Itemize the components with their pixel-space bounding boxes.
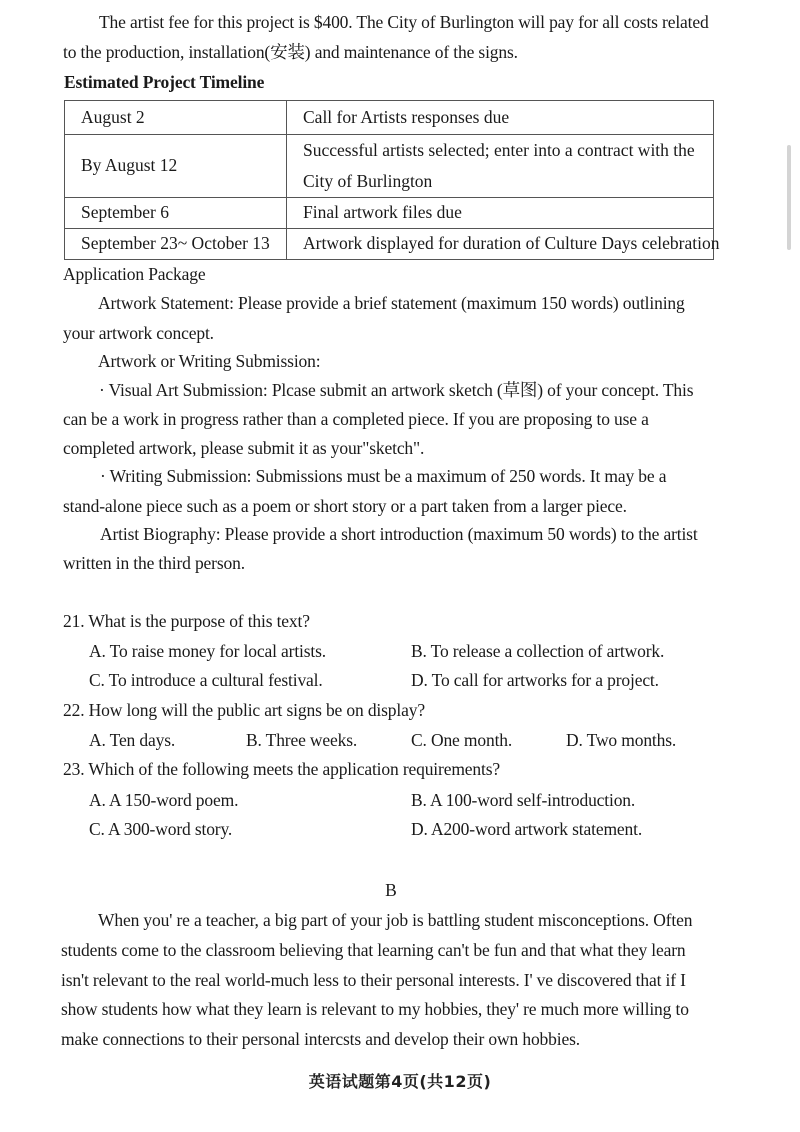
timeline-event xyxy=(287,229,720,260)
timeline-event-line-2: City of Burlington xyxy=(303,171,433,191)
section-label-b: B xyxy=(385,880,397,900)
question-23-option-a: A. A 150-word poem. xyxy=(89,790,239,810)
submission-heading: Artwork or Writing Submission: xyxy=(98,351,321,371)
question-22-option-d: D. Two months. xyxy=(566,730,677,750)
intro-line-1: The artist fee for this project is $400. The City of Burlington will pay for all costs related xyxy=(99,12,709,32)
passage-b-line-5: make connections to their personal intercsts and develop their own hobbies. xyxy=(61,1029,580,1049)
question-23-option-d: D. A200-word artwork statement. xyxy=(411,819,643,839)
question-23-option-c: C. A 300-word story. xyxy=(89,819,233,839)
timeline-date: By August 12 xyxy=(65,135,287,198)
question-21-option-d: D. To call for artworks for a project. xyxy=(411,670,659,690)
table-row xyxy=(65,198,714,229)
timeline-date: September 23~ October 13 xyxy=(65,229,287,260)
question-22-option-b: B. Three weeks. xyxy=(246,730,358,750)
timeline-heading: Estimated Project Timeline xyxy=(64,72,265,92)
timeline-date: August 2 xyxy=(65,101,287,135)
bio-line-1: Artist Biography: Please provide a short introduction (maximum 50 words) to the artist xyxy=(100,524,698,544)
passage-b-line-2: students come to the classroom believing that learning can't be fun and that what they learn xyxy=(61,940,686,960)
timeline-table xyxy=(64,100,720,260)
passage-b-line-4: show students how what they learn is relevant to my hobbies, they' re much more willing to xyxy=(61,999,689,1019)
timeline-event: Final artwork files due xyxy=(287,198,714,229)
question-22-option-a: A. Ten days. xyxy=(89,730,176,750)
timeline-event: Call for Artists responses due xyxy=(287,101,714,135)
question-21-stem: 21. What is the purpose of this text? xyxy=(63,611,310,631)
application-heading: Application Package xyxy=(63,264,206,284)
question-22-stem: 22. How long will the public art signs be on display? xyxy=(63,700,425,720)
question-22-option-c: C. One month. xyxy=(411,730,513,750)
visual-line-2: can be a work in progress rather than a completed piece. If you are proposing to use a xyxy=(63,409,649,429)
question-23-stem: 23. Which of the following meets the application requirements? xyxy=(63,759,500,779)
question-21-option-c: C. To introduce a cultural festival. xyxy=(89,670,323,690)
passage-b-line-3: isn't relevant to the real world-much less to their personal interests. I' ve discovered that if I xyxy=(61,970,686,990)
page-footer: 英语试题第4页(共12页) xyxy=(308,1072,492,1091)
visual-line-3: completed artwork, please submit it as your"sketch". xyxy=(63,438,425,458)
statement-line-1: Artwork Statement: Please provide a brief statement (maximum 150 words) outlining xyxy=(98,293,685,313)
timeline-event-text: Artwork displayed for duration of Culture Days celebration xyxy=(303,233,720,254)
question-23-option-b: B. A 100-word self-introduction. xyxy=(411,790,636,810)
timeline-event-line-1: Successful artists selected; enter into a contract with the xyxy=(303,140,695,160)
timeline-date: September 6 xyxy=(65,198,287,229)
table-row xyxy=(65,229,714,260)
table-row xyxy=(65,101,714,135)
table-row xyxy=(65,135,714,198)
bio-line-2: written in the third person. xyxy=(63,553,245,573)
passage-b-line-1: When you' re a teacher, a big part of your job is battling student misconceptions. Often xyxy=(98,910,693,930)
intro-line-2: to the production, installation(安装) and maintenance of the signs. xyxy=(63,42,518,62)
question-21-option-a: A. To raise money for local artists. xyxy=(89,641,327,661)
visual-line-1: · Visual Art Submission: Plcase submit an artwork sketch (草图) of your concept. This xyxy=(99,380,694,400)
question-21-option-b: B. To release a collection of artwork. xyxy=(411,641,665,661)
vertical-scrollbar[interactable] xyxy=(787,145,791,250)
statement-line-2: your artwork concept. xyxy=(63,323,214,343)
writing-line-1: · Writing Submission: Submissions must be a maximum of 250 words. It may be a xyxy=(100,466,667,486)
timeline-event xyxy=(287,135,714,198)
writing-line-2: stand-alone piece such as a poem or short story or a part taken from a larger piece. xyxy=(63,496,627,516)
